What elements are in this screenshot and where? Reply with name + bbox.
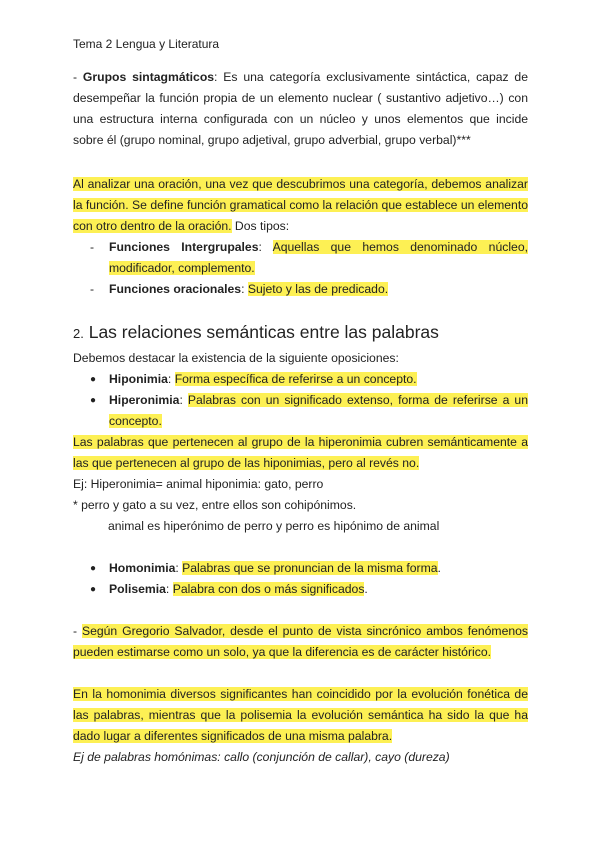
bullet-marker: ● [90,584,97,595]
section-2-body [73,348,528,768]
grupos-paragraph [73,67,528,151]
bullet-marker: ● [90,374,97,385]
semantic-relations-list-2 [73,558,528,600]
grupos-text: : Es una categoría exclusivamente sintáctica, capaz de desempeñar la función propia de un elemento nuclear ( sustantivo adjetivo…) con una estructura interna configurada con un núcleo y unos elementos que incide sobre él (grupo nominal, grupo adjetival, grupo adverbial, grupo verbal)*** [73,70,528,147]
item-sep: : [167,372,175,386]
item-desc: Palabras que se pronuncian de la misma forma [182,561,438,575]
grupos-term: Grupos sintagmáticos [82,70,215,84]
item-tail: . [364,582,368,596]
item-term: Funciones oracionales [109,282,242,296]
bullet-marker: ● [90,395,97,406]
section-title: Las relaciones semánticas entre las palabras [88,322,439,342]
list-item [73,579,528,600]
item-term: Funciones Intergrupales [109,240,259,254]
spacer [73,663,528,684]
homonimia-paragraph: En la homonimia diversos significantes han coincidido por la evolución fonética de las palabras, mientras que la polisemia la evolución semántica ha sido la que ha dado lugar a diferentes significados de una misma palabra. [73,687,528,743]
hiperonimia-note: Las palabras que pertenecen al grupo de la hiperonimia cubren semánticamente a las que pertenecen al grupo de las hiponimias, pero al revés no. [73,435,528,470]
salvador-paragraph: Según Gregorio Salvador, desde el punto de vista sincrónico ambos fenómenos pueden estimarse como un solo, ya que la diferencia es de carácter histórico. [73,624,528,659]
item-desc: Forma específica de referirse a un concepto. [174,372,417,386]
list-item [73,558,528,579]
item-desc: Palabra con dos o más significados [172,582,365,596]
list-item [73,369,528,390]
item-term: Polisemia [109,582,166,596]
dash-marker: - [90,240,95,254]
semantic-relations-list [73,369,528,432]
list-item [73,390,528,432]
list-item [73,279,528,300]
item-sep: : [258,240,273,254]
list-item [73,237,528,279]
item-desc: Palabras con un significado extenso, forma de referirse a un concepto. [109,393,528,428]
tipos-text: Dos tipos: [231,219,290,233]
example-2: * perro y gato a su vez, entre ellos son cohipónimos. [73,498,357,512]
homonimas-example: Ej de palabras homónimas: callo (conjunción de callar), cayo (dureza) [73,750,450,764]
item-term: Hiperonimia [109,393,180,407]
dash-marker: - [90,282,95,296]
dash: - [73,624,82,638]
section-2-heading [73,320,528,346]
item-tail: . [437,561,441,575]
function-types-list [73,237,528,300]
section-number: 2. [73,326,84,341]
item-desc: Aquellas que hemos denominado núcleo, modificador, complemento. [109,240,528,275]
example-3: animal es hiperónimo de perro y perro es hipónimo de animal [108,519,440,533]
spacer [73,600,528,621]
item-term: Hiponimia [109,372,168,386]
analisis-text: Al analizar una oración, una vez que descubrimos una categoría, debemos analizar la función. Se define función gramatical como la relación que establece un elemento con otro dentro de la oración. [73,177,528,233]
intro-text: Debemos destacar la existencia de la siguiente oposiciones: [73,351,399,365]
example-1: Ej: Hiperonimia= animal hiponimia: gato, perro [73,477,324,491]
spacer [73,537,528,558]
dash: - [73,70,83,84]
item-sep: : [175,561,183,575]
bullet-marker: ● [90,563,97,574]
analisis-block [73,174,528,300]
item-term: Homonimia [109,561,176,575]
item-sep: : [165,582,173,596]
item-desc: Sujeto y las de predicado. [247,282,389,296]
item-sep: : [241,282,248,296]
page-header: Tema 2 Lengua y Literatura [73,37,220,51]
item-sep: : [179,393,188,407]
